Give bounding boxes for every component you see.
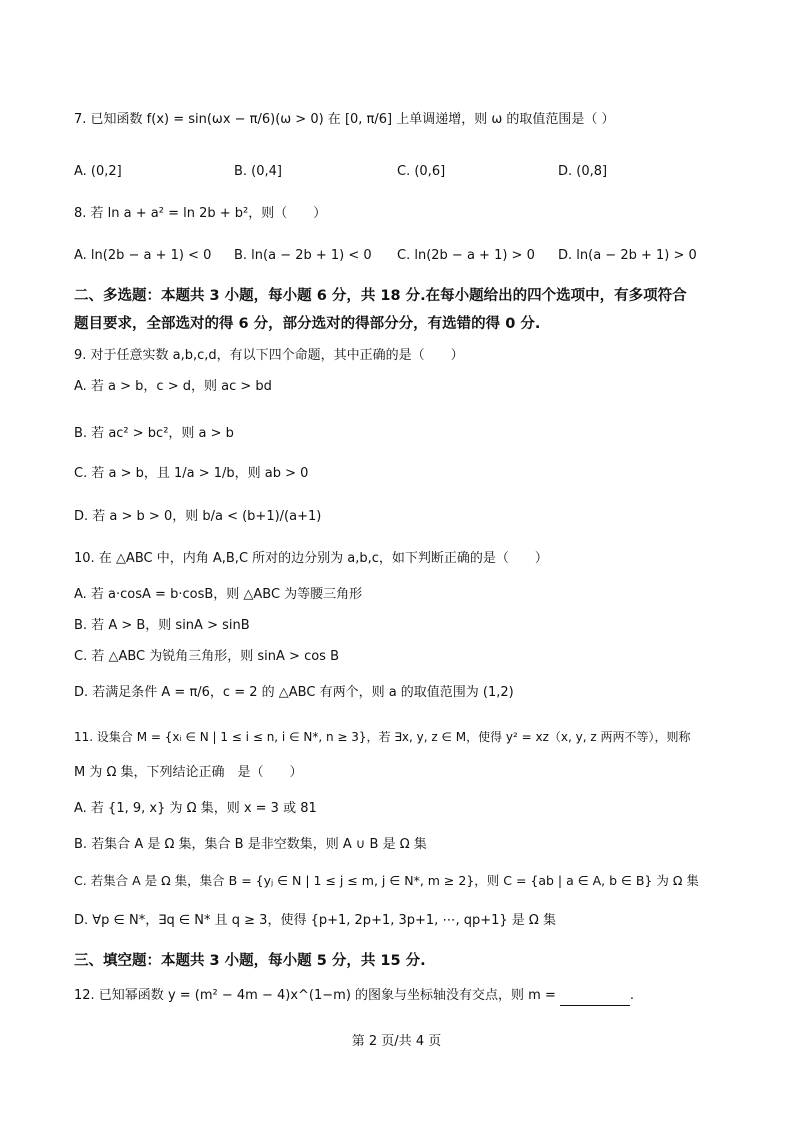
question-11-stem-line-2: M 为 Ω 集，下列结论正确 是（ ） — [74, 765, 303, 780]
question-8-option-a: A. ln(2b − a + 1) < 0 — [74, 248, 212, 263]
question-10-option-c: C. 若 △ABC 为锐角三角形，则 sinA > cos B — [74, 649, 339, 664]
question-11-option-d: D. ∀p ∈ N*，∃q ∈ N* 且 q ≥ 3，使得 {p+1, 2p+1, 3p+1, ⋯, qp+1} 是 Ω 集 — [74, 913, 556, 928]
question-8-stem: 8. 若 ln a + a² = ln 2b + b²，则（ ） — [74, 206, 327, 221]
question-12-tail: . — [629, 988, 634, 1003]
question-9-option-a: A. 若 a > b，c > d，则 ac > bd — [74, 379, 272, 394]
question-7-option-d: D. (0,8] — [558, 164, 608, 179]
question-10-option-b: B. 若 A > B，则 sinA > sinB — [74, 618, 250, 633]
question-9-option-d: D. 若 a > b > 0，则 b/a < (b+1)/(a+1) — [74, 509, 322, 524]
question-10-option-a: A. 若 a·cosA = b·cosB，则 △ABC 为等腰三角形 — [74, 587, 363, 602]
question-11-option-c: C. 若集合 A 是 Ω 集，集合 B = {yⱼ ∈ N | 1 ≤ j ≤ m, j ∈ N*, m ≥ 2}，则 C = {ab | a ∈ A, b ∈ B} 为 Ω 集 — [74, 873, 699, 888]
section-2-line-1: 二、多选题：本题共 3 小题，每小题 6 分，共 18 分.在每小题给出的四个选项中，有多项符合 — [74, 288, 687, 304]
question-10-stem: 10. 在 △ABC 中，内角 A,B,C 所对的边分别为 a,b,c，如下判断正确的是（ ） — [74, 551, 548, 566]
question-8-option-c: C. ln(2b − a + 1) > 0 — [397, 248, 535, 263]
section-3-line-1: 三、填空题：本题共 3 小题，每小题 5 分，共 15 分. — [74, 953, 426, 969]
question-11-option-a: A. 若 {1, 9, x} 为 Ω 集，则 x = 3 或 81 — [74, 801, 317, 816]
question-11-option-b: B. 若集合 A 是 Ω 集，集合 B 是非空数集，则 A ∪ B 是 Ω 集 — [74, 837, 427, 852]
question-9-option-b: B. 若 ac² > bc²，则 a > b — [74, 426, 234, 441]
question-8-option-d: D. ln(a − 2b + 1) > 0 — [558, 248, 697, 263]
question-12-text: 12. 已知幂函数 y = (m² − 4m − 4)x^(1−m) 的图象与坐标轴没有交点，则 m = — [74, 988, 556, 1003]
question-7-option-c: C. (0,6] — [397, 164, 446, 179]
question-11-stem-line-1: 11. 设集合 M = {xᵢ ∈ N | 1 ≤ i ≤ n, i ∈ N*, n ≥ 3}，若 ∃x, y, z ∈ M，使得 y² = xz（x, y, z 两两不等），则称 — [74, 730, 691, 744]
answer-blank[interactable] — [560, 991, 630, 1006]
question-8-option-b: B. ln(a − 2b + 1) < 0 — [234, 248, 372, 263]
section-2-line-2: 题目要求，全部选对的得 6 分，部分选对的得部分分，有选错的得 0 分. — [74, 316, 541, 332]
question-7-stem: 7. 已知函数 f(x) = sin(ωx − π/6)(ω > 0) 在 [0, π/6] 上单调递增，则 ω 的取值范围是（ ） — [74, 112, 615, 127]
question-9-stem: 9. 对于任意实数 a,b,c,d，有以下四个命题，其中正确的是（ ） — [74, 348, 464, 363]
question-9-option-c: C. 若 a > b，且 1/a > 1/b，则 ab > 0 — [74, 466, 309, 481]
question-12-stem — [74, 986, 634, 1006]
question-10-option-d: D. 若满足条件 A = π/6，c = 2 的 △ABC 有两个，则 a 的取值范围为 (1,2) — [74, 685, 514, 700]
question-7-option-b: B. (0,4] — [234, 164, 283, 179]
page-footer: 第 2 页/共 4 页 — [351, 1034, 442, 1049]
question-7-option-a: A. (0,2] — [74, 164, 122, 179]
